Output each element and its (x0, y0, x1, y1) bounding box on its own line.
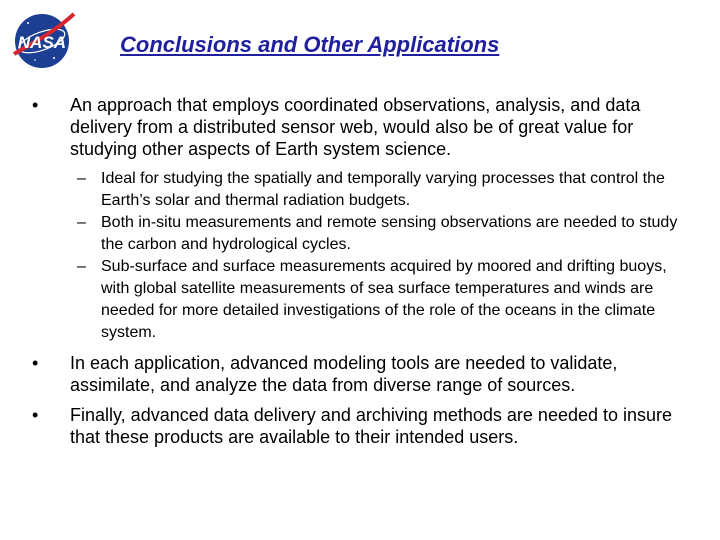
sub-bullet-item (77, 168, 681, 212)
sub-bullet-text: Both in-situ measurements and remote sensing observations are needed to study the carbon and hydrological cycles. (101, 214, 678, 253)
bullet-marker: • (32, 405, 39, 425)
bullet-text: An approach that employs coordinated observations, analysis, and data delivery from a distributed sensor web, would also be of great value for studying other aspects of Earth system science. (70, 95, 641, 159)
bullet-item (32, 404, 680, 448)
slide-body (0, 94, 720, 456)
sub-bullet-text: Sub-surface and surface measurements acquired by moored and drifting buoys, with global satellite measurements of sea surface temperatures and winds are needed for more detailed investigations of the role of the oceans in the climate system. (101, 258, 667, 341)
dash-marker: – (77, 258, 86, 275)
sub-bullet-text: Ideal for studying the spatially and temporally varying processes that control the Earth’s solar and thermal radiation budgets. (101, 170, 665, 209)
bullet-marker: • (32, 95, 39, 115)
page-title: Conclusions and Other Applications (120, 32, 500, 57)
dash-marker: – (77, 170, 86, 187)
sub-bullet-item (77, 212, 681, 256)
nasa-logo-text: NASA (17, 33, 67, 52)
bullet-item (32, 352, 680, 396)
bullet-text: In each application, advanced modeling tools are needed to validate, assimilate, and analyze the data from diverse range of sources. (70, 353, 618, 395)
bullet-item (32, 94, 680, 160)
bullet-text: Finally, advanced data delivery and archiving methods are needed to insure that these products are available to their intended users. (70, 405, 673, 447)
dash-marker: – (77, 214, 86, 231)
bullet-marker: • (32, 353, 39, 373)
nasa-logo (8, 8, 78, 70)
sub-bullet-item (77, 256, 681, 344)
